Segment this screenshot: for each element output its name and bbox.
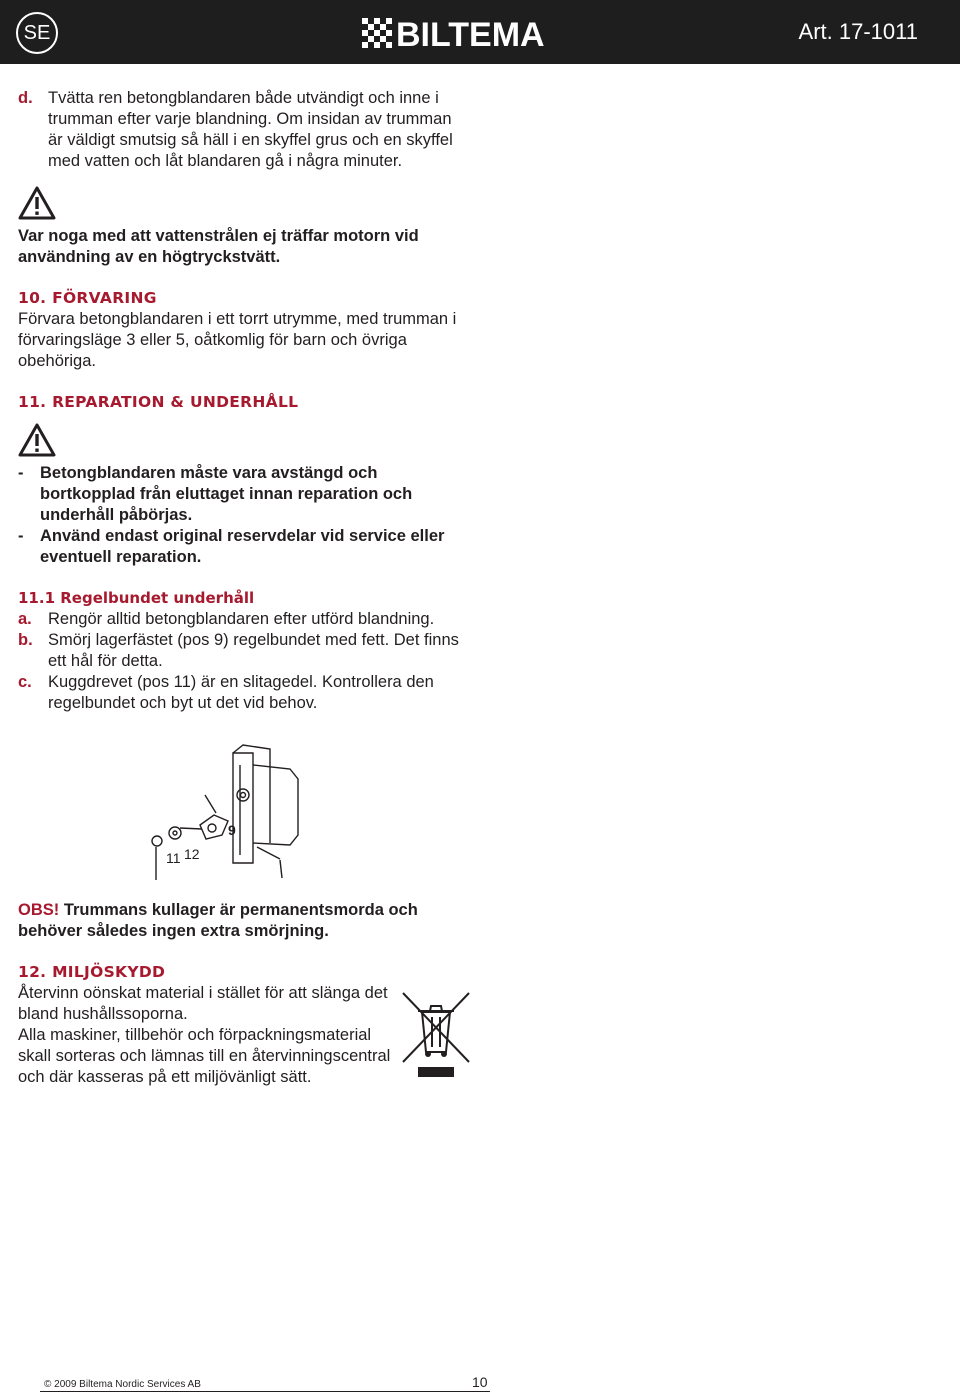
obs-text: Trummans kullager är permanentsmorda och behöver således ingen extra smörjning. — [18, 901, 418, 940]
position-label-12: 12 — [184, 846, 200, 862]
footer-divider — [40, 1391, 490, 1392]
list-text: Tvätta ren betongblandaren både utvändigt och inne i trumman efter varje blandning. Om insidan av trumman är väldigt smutsig så häll i en skyffel grus och en skyffel med vatten och låt blandaren gå i några minuter. — [48, 89, 453, 170]
list-item-b — [18, 630, 460, 672]
list-item — [18, 463, 460, 526]
list-text: Smörj lagerfästet (pos 9) regelbundet med fett. Det finns ett hål för detta. — [48, 631, 459, 670]
list-key: c. — [18, 673, 32, 691]
environment-paragraph-1: Återvinn oönskat material i stället för att slänga det bland hushållssoporna. — [18, 984, 388, 1023]
environment-section — [18, 962, 400, 1088]
list-text: Använd endast original reservdelar vid service eller eventuell reparation. — [40, 527, 445, 566]
brand-wordmark: BILTEMA — [396, 16, 545, 50]
list-text: Kuggdrevet (pos 11) är en slitagedel. Kontrollera den regelbundet och byt ut det vid behov. — [48, 673, 434, 712]
position-label-9: 9 — [228, 822, 236, 838]
list-text: Rengör alltid betongblandaren efter utförd blandning. — [48, 610, 435, 628]
section-title: REPARATION & UNDERHÅLL — [52, 393, 299, 411]
environment-paragraph-2: Alla maskiner, tillbehör och förpackningsmaterial skall sorteras och lämnas till en återvinningscentral och där kasseras på ett miljövänligt sätt. — [18, 1026, 391, 1086]
warning-icon — [18, 186, 56, 220]
bullet-dash: - — [18, 464, 24, 482]
section-11-heading — [18, 392, 460, 413]
section-10-heading — [18, 288, 460, 309]
section-number: 10. — [18, 289, 47, 307]
section-10-text: Förvara betongblandaren i ett torrt utrymme, med trumman i förvaringsläge 3 eller 5, oåtkomlig för barn och övriga obehöriga. — [18, 310, 457, 370]
list-key: b. — [18, 631, 33, 649]
list-item-c — [18, 672, 460, 714]
subsection-heading: 11.1 Regelbundet underhåll — [18, 589, 255, 607]
biltema-logo — [362, 14, 602, 50]
list-key: a. — [18, 610, 32, 628]
main-content — [18, 88, 460, 714]
list-key: d. — [18, 89, 33, 107]
warning-text: Var noga med att vattenstrålen ej träffar motorn vid användning av en högtryckstvätt. — [18, 227, 419, 266]
obs-note — [18, 900, 478, 942]
bullet-dash: - — [18, 527, 24, 545]
list-item-a — [18, 609, 460, 630]
section-title: MILJÖSKYDD — [52, 963, 166, 981]
bearing-diagram — [130, 735, 320, 885]
warning-icon — [18, 423, 56, 457]
language-badge: SE — [16, 12, 58, 54]
page-header — [0, 0, 960, 64]
obs-prefix: OBS! — [18, 901, 60, 919]
position-label-11: 11 — [166, 850, 181, 866]
section-number: 11. — [18, 393, 47, 411]
section-12-heading — [18, 962, 400, 983]
page-number: 10 — [472, 1374, 488, 1390]
section-title: FÖRVARING — [52, 289, 157, 307]
list-item — [18, 526, 460, 568]
footer-copyright: © 2009 Biltema Nordic Services AB — [44, 1379, 201, 1390]
weee-bin-icon — [400, 990, 472, 1085]
section-number: 12. — [18, 963, 47, 981]
article-number: Art. 17-1011 — [798, 19, 918, 44]
list-item-d — [18, 88, 460, 172]
list-text: Betongblandaren måste vara avstängd och bortkopplad från eluttaget innan reparation och underhåll påbörjas. — [40, 464, 413, 524]
